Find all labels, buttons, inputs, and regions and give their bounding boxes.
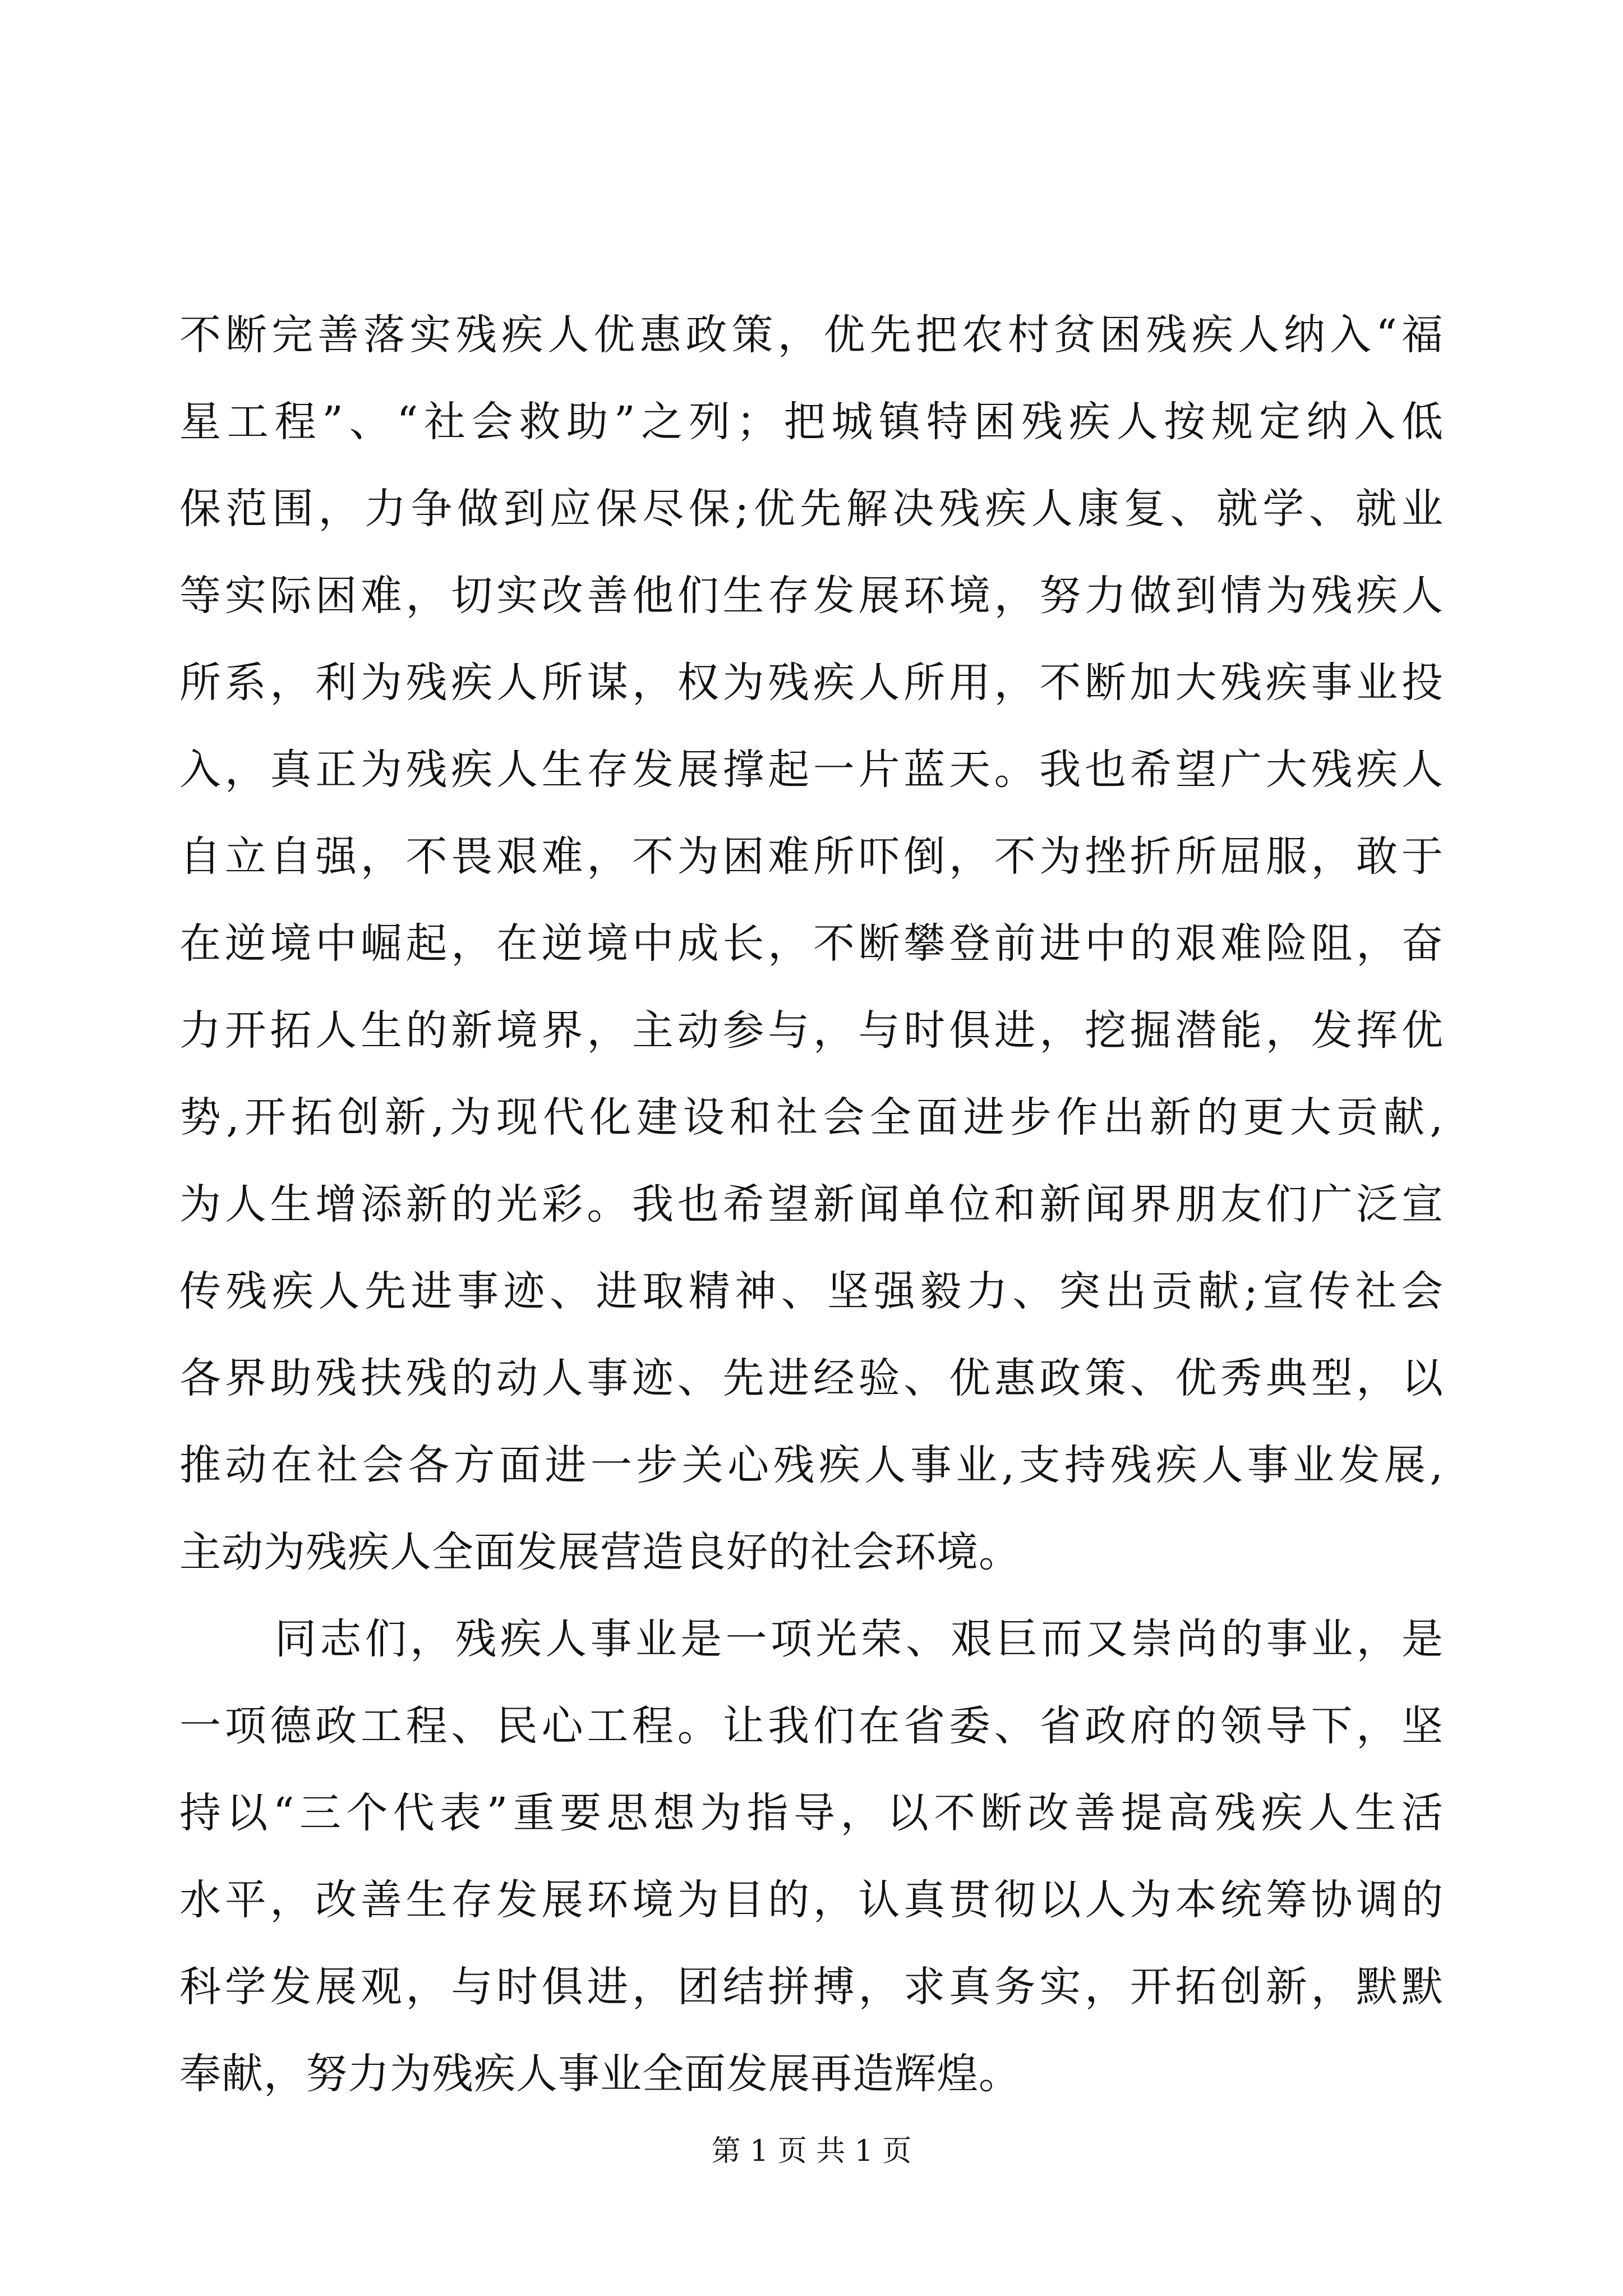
text-line: 主动为残疾人全面发展营造良好的社会环境。: [179, 1528, 1021, 1576]
text-line: 等实际困难，切实改善他们生存发展环境，努力做到情为残疾人: [179, 572, 1444, 620]
paragraph-2: [179, 1596, 1444, 2118]
text-line: 一项德政工程、民心工程。让我们在省委、省政府的领导下，坚: [179, 1702, 1444, 1750]
paragraph-1: [179, 292, 1444, 1596]
text-line: 奉献，努力为残疾人事业全面发展再造辉煌。: [179, 2050, 1021, 2098]
text-line: 势,开拓创新,为现代化建设和社会全面进步作出新的更大贡献,: [179, 1093, 1444, 1142]
text-line: 星工程”、“社会救助”之列；把城镇特困残疾人按规定纳入低: [179, 398, 1444, 446]
text-line: 各界助残扶残的动人事迹、先进经验、优惠政策、优秀典型，以: [179, 1354, 1444, 1402]
text-line: 入，真正为残疾人生存发展撑起一片蓝天。我也希望广大残疾人: [179, 746, 1444, 794]
document-body: [179, 292, 1444, 2118]
text-line: 同志们，残疾人事业是一项光荣、艰巨而又崇尚的事业，是: [275, 1615, 1444, 1663]
text-line: 持以“三个代表”重要思想为指导，以不断改善提高残疾人生活: [179, 1789, 1444, 1837]
text-line: 推动在社会各方面进一步关心残疾人事业,支持残疾人事业发展,: [179, 1441, 1444, 1489]
text-line: 水平，改善生存发展环境为目的，认真贯彻以人为本统筹协调的: [179, 1876, 1444, 1924]
text-line: 不断完善落实残疾人优惠政策，优先把农村贫困残疾人纳入“福: [179, 311, 1444, 359]
page-number-label: 第 1 页 共 1 页: [711, 2134, 912, 2168]
text-line: 所系，利为残疾人所谋，权为残疾人所用，不断加大残疾事业投: [179, 659, 1444, 707]
page-footer: [0, 2132, 1623, 2171]
text-line: 力开拓人生的新境界，主动参与，与时俱进，挖掘潜能，发挥优: [179, 1006, 1444, 1055]
text-line: 传残疾人先进事迹、进取精神、坚强毅力、突出贡献;宣传社会: [179, 1267, 1444, 1315]
text-line: 为人生增添新的光彩。我也希望新闻单位和新闻界朋友们广泛宣: [179, 1180, 1444, 1228]
text-line: 科学发展观，与时俱进，团结拼搏，求真务实，开拓创新，默默: [179, 1963, 1444, 2011]
text-line: 保范围，力争做到应保尽保;优先解决残疾人康复、就学、就业: [179, 485, 1444, 533]
text-line: 在逆境中崛起，在逆境中成长，不断攀登前进中的艰难险阻，奋: [179, 919, 1444, 968]
text-line: 自立自强，不畏艰难，不为困难所吓倒，不为挫折所屈服，敢于: [179, 832, 1444, 881]
